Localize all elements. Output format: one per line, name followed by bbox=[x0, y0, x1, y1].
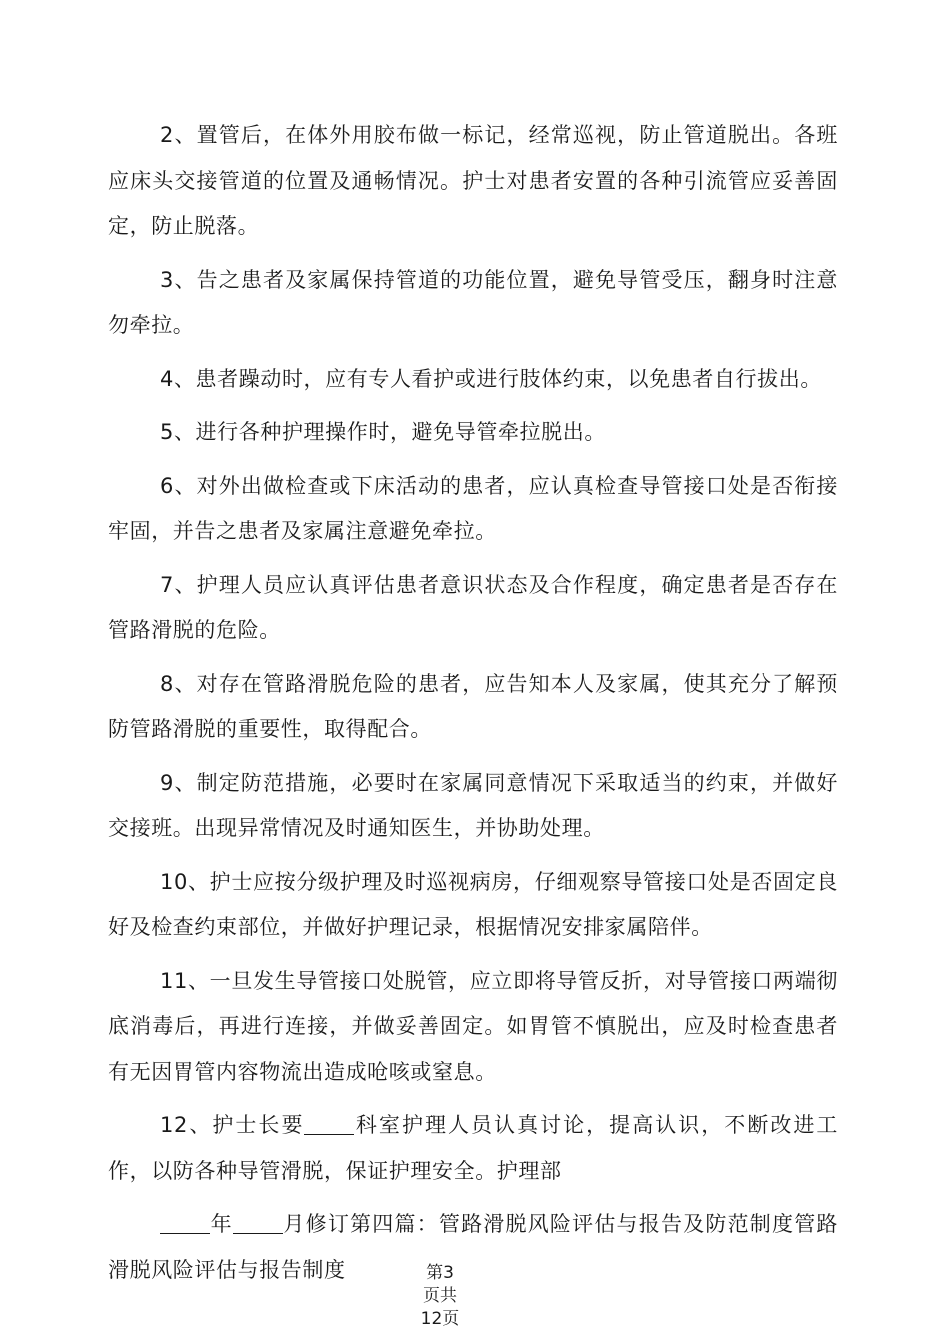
document-body bbox=[108, 113, 838, 1301]
paragraph-item-2: 2、置管后，在体外用胶布做一标记，经常巡视，防止管道脱出。各班应床头交接管道的位置及通畅情况。护士对患者安置的各种引流管应妥善固定，防止脱落。 bbox=[108, 123, 838, 238]
footer-line-2: 页共 bbox=[423, 1286, 457, 1306]
paragraph-item-8: 8、对存在管路滑脱危险的患者，应告知本人及家属，使其充分了解预防管路滑脱的重要性，取得配合。 bbox=[108, 671, 838, 741]
paragraph-12-prefix: 12、护士长要 bbox=[160, 1113, 305, 1137]
footer-line-3: 12页 bbox=[420, 1309, 460, 1329]
month-blank bbox=[233, 1212, 283, 1234]
page-number-footer bbox=[400, 1262, 480, 1331]
footer-line-1: 第3 bbox=[426, 1263, 454, 1283]
paragraph-item-5: 5、进行各种护理操作时，避免导管牵拉脱出。 bbox=[160, 420, 606, 444]
paragraph-12-suffix: 科室护理人员认真讨论，提高认识，不断改进工作，以防各种导管滑脱，保证护理安全。护理部 bbox=[108, 1113, 839, 1183]
paragraph-item-7: 7、护理人员应认真评估患者意识状态及合作程度，确定患者是否存在管路滑脱的危险。 bbox=[108, 572, 838, 642]
paragraph-item-3: 3、告之患者及家属保持管道的功能位置，避免导管受压，翻身时注意勿牵拉。 bbox=[108, 267, 838, 337]
year-label: 年 bbox=[210, 1212, 233, 1236]
paragraph-item-11: 11、一旦发生导管接口处脱管，应立即将导管反折，对导管接口两端彻底消毒后，再进行连接，并做妥善固定。如胃管不慎脱出，应及时检查患者有无因胃管内容物流出造成呛咳或窒息。 bbox=[108, 968, 838, 1084]
year-blank bbox=[160, 1212, 210, 1234]
paragraph-item-6: 6、对外出做检查或下床活动的患者，应认真检查导管接口处是否衔接牢固，并告之患者及家属注意避免牵拉。 bbox=[108, 473, 838, 543]
revision-text: 月修订第四篇：管路滑脱风险评估与报告及防范制度管路滑脱风险评估与报告制度 bbox=[108, 1212, 839, 1282]
paragraph-item-10: 10、护士应按分级护理及时巡视病房，仔细观察导管接口处是否固定良好及检查约束部位，并做好护理记录，根据情况安排家属陪伴。 bbox=[108, 869, 838, 939]
paragraph-item-4: 4、患者躁动时，应有专人看护或进行肢体约束，以免患者自行拔出。 bbox=[160, 366, 822, 391]
paragraph-item-9: 9、制定防范措施，必要时在家属同意情况下采取适当的约束，并做好交接班。出现异常情况及时通知医生，并协助处理。 bbox=[108, 770, 838, 840]
paragraph-item-12 bbox=[108, 1103, 838, 1194]
fill-in-blank bbox=[304, 1113, 354, 1135]
